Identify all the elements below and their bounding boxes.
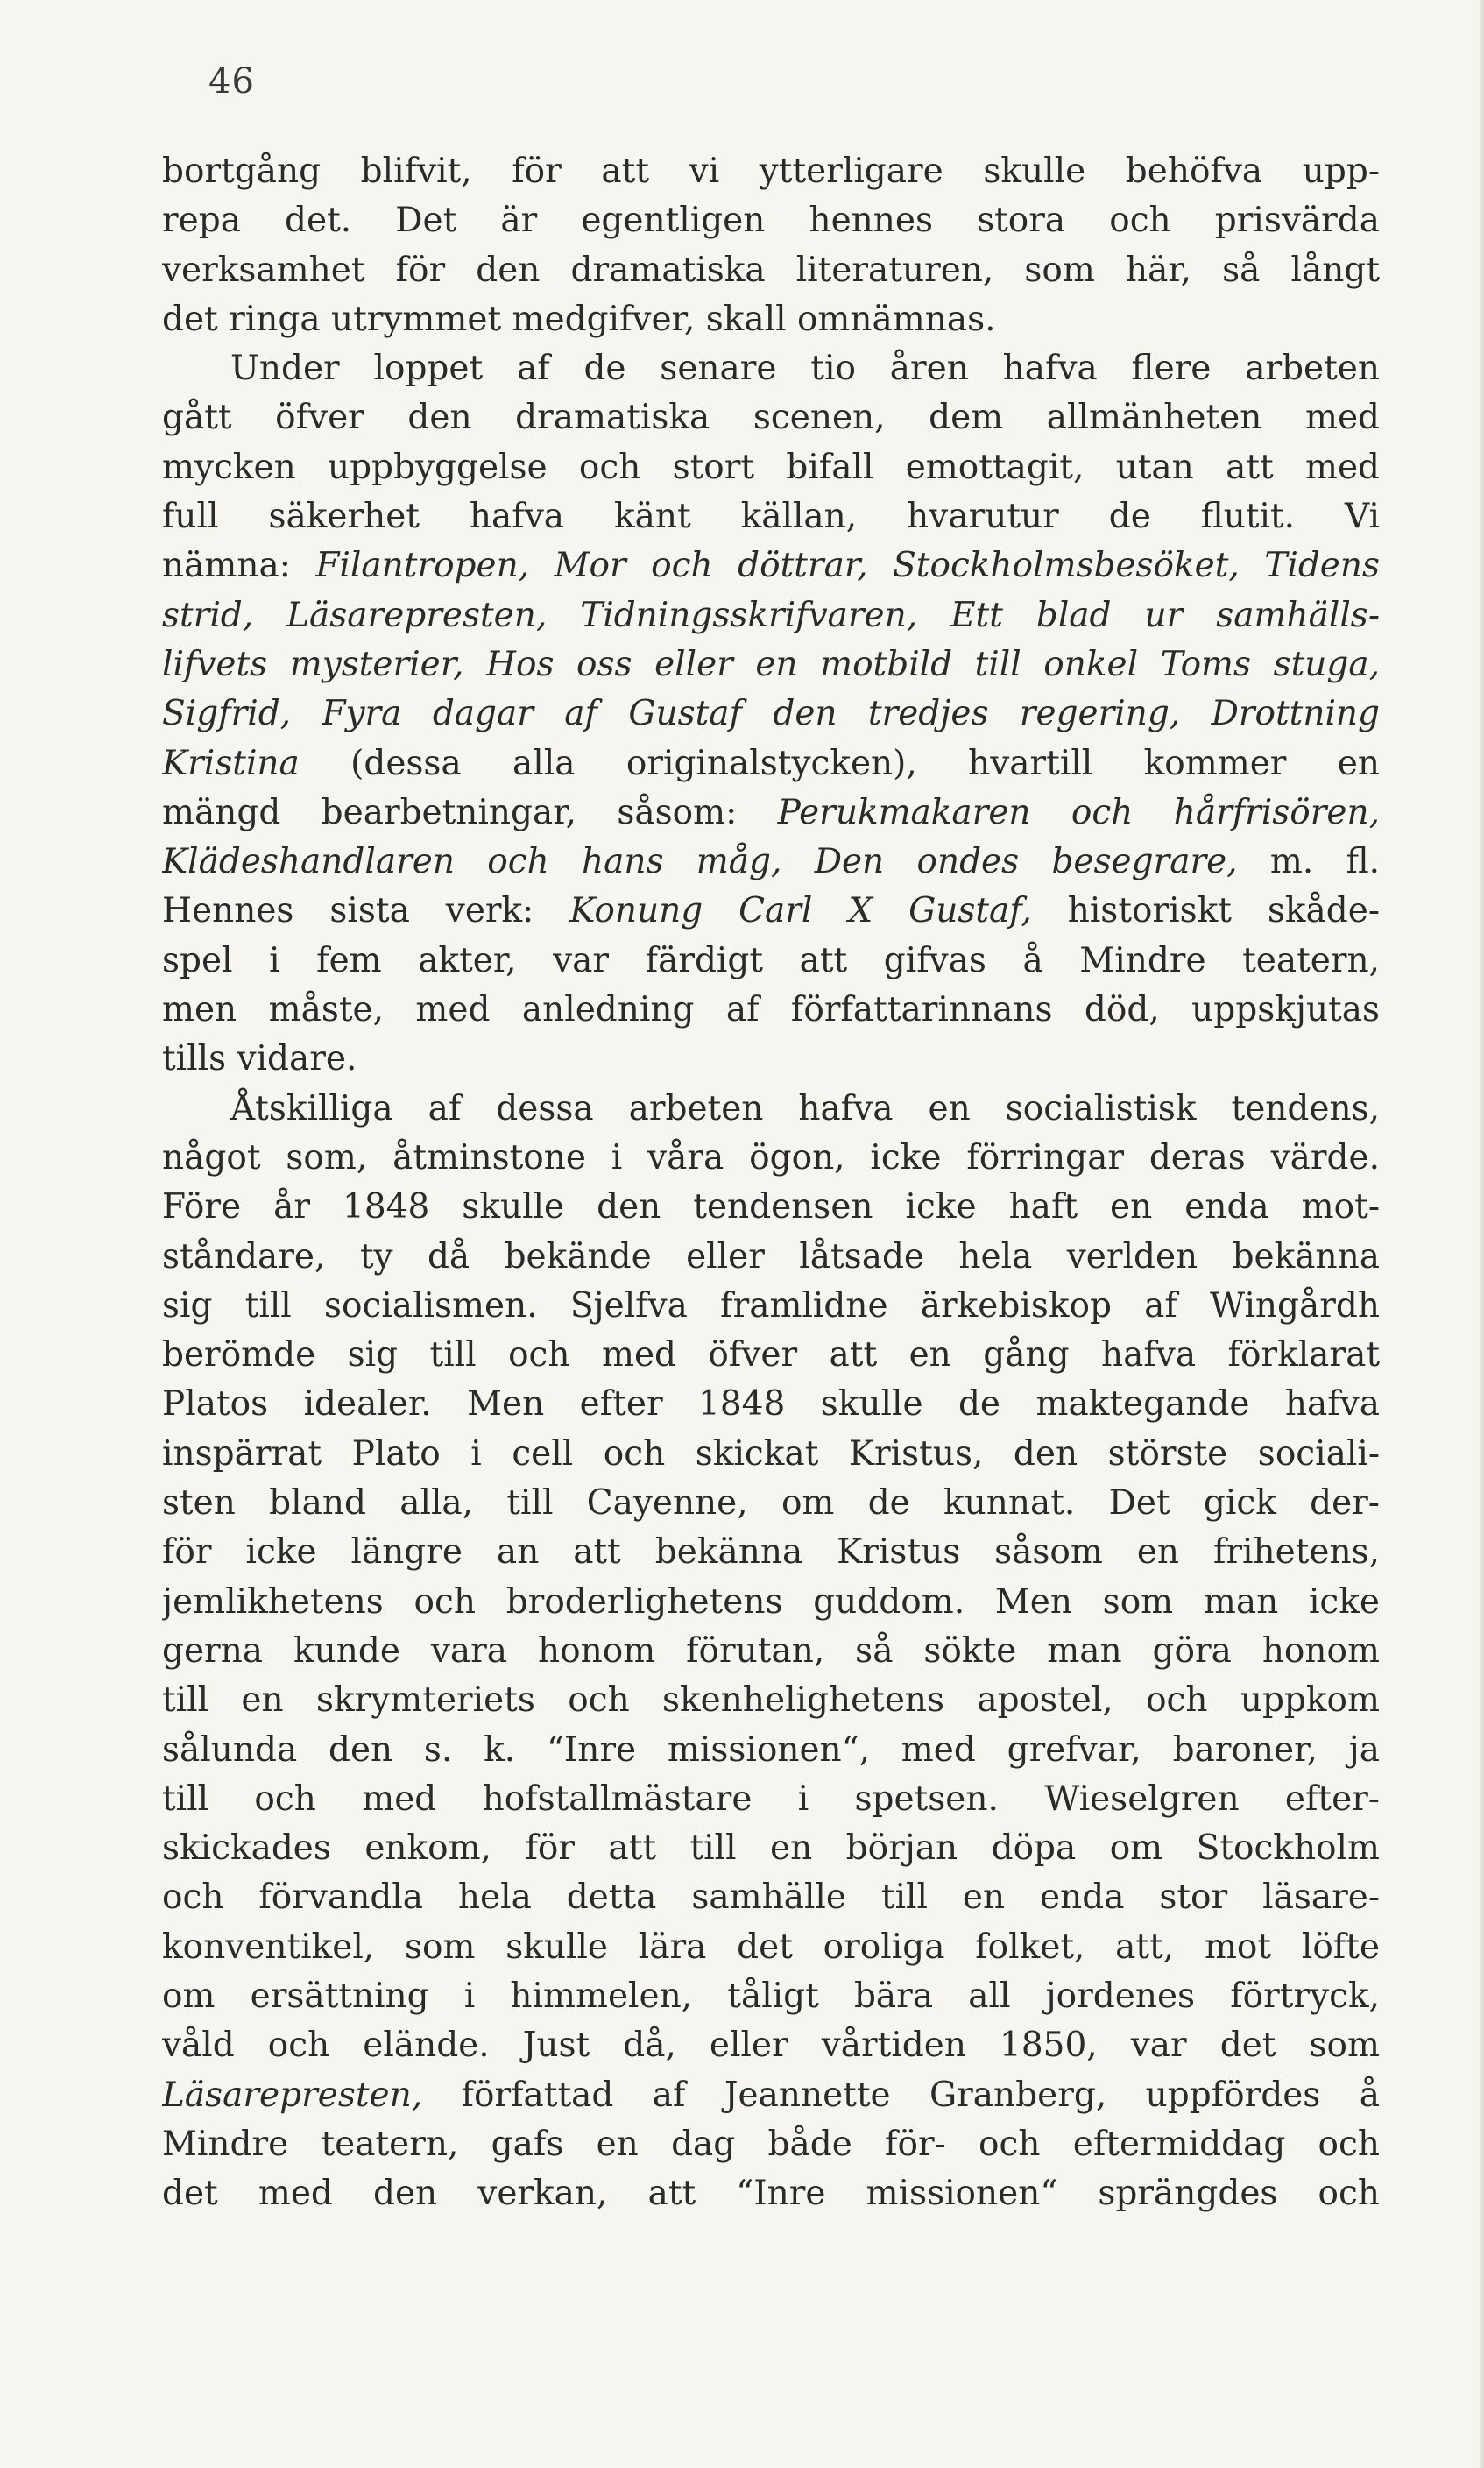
text-segment: mängd bearbetningar, såsom: (162, 792, 778, 832)
text-segment: om ersättning i himmelen, tåligt bära all jordenes förtryck, (162, 1976, 1380, 2016)
text-line (162, 1380, 1380, 1429)
text-segment: våld och elände. Just då, eller vårtiden 1850, var det som (162, 2026, 1380, 2066)
text-line (162, 1183, 1380, 1232)
text-line (162, 295, 1380, 344)
text-segment: till och med hofstallmästare i spetsen. Wieselgren efter- (162, 1779, 1380, 1819)
text-segment: verksamhet för den dramatiska literaturen, som här, så långt (162, 250, 1380, 290)
italic-title-text: Kristina (162, 743, 300, 783)
text-line (162, 1331, 1380, 1380)
text-line (162, 2021, 1380, 2070)
text-line (162, 1085, 1380, 1134)
text-segment: skickades enkom, för att till en början döpa om Stockholm (162, 1828, 1380, 1869)
text-segment: sig till socialismen. Sjelfva framlidne ärkebiskop af Wingårdh (162, 1285, 1380, 1326)
italic-title-text: Konung Carl X Gustaf, (569, 891, 1032, 931)
text-segment: bortgång blifvit, för att vi ytterligare skulle behöfva upp- (162, 152, 1380, 191)
text-line (162, 739, 1380, 788)
text-line (162, 689, 1380, 739)
text-segment: gått öfver den dramatiska scenen, dem allmänheten med (162, 398, 1380, 438)
text-segment: det ringa utrymmet medgifver, skall omnämnas. (162, 299, 996, 339)
text-line (162, 887, 1380, 936)
text-segment: nämna: (162, 546, 316, 586)
text-line (162, 788, 1380, 838)
text-line (162, 1578, 1380, 1627)
text-line (162, 2169, 1380, 2218)
text-segment: och förvandla hela detta samhälle till en enda stor läsare- (162, 1878, 1380, 1918)
italic-title-text: Läsarepresten, (162, 2075, 423, 2115)
text-line (162, 1233, 1380, 1282)
text-segment: det med den verkan, att “Inre missionen“ sprängdes och (162, 2174, 1380, 2214)
text-segment: Åtskilliga af dessa arbeten hafva en socialistisk tendens, (162, 1088, 1380, 1128)
text-segment: Hennes sista verk: (162, 891, 570, 931)
text-segment: tills vidare. (162, 1039, 357, 1079)
text-segment: jemlikhetens och broderlighetens guddom. Men som man icke (162, 1581, 1380, 1622)
text-line (162, 196, 1380, 245)
text-segment: inspärrat Plato i cell och skickat Kristus, den störste sociali- (162, 1433, 1380, 1474)
text-line (162, 1035, 1380, 1084)
text-line (162, 1824, 1380, 1873)
text-line (162, 591, 1380, 640)
text-line (162, 246, 1380, 295)
text-segment: författad af Jeannette Granberg, uppfördes å (422, 2075, 1380, 2115)
text-segment: Mindre teatern, gafs en dag både för- och eftermiddag och (162, 2124, 1380, 2164)
text-segment: något som, åtminstone i våra ögon, icke förringar deras värde. (162, 1137, 1380, 1177)
body-text (162, 147, 1380, 2218)
text-line (162, 1923, 1380, 1972)
text-segment: repa det. Det är egentligen hennes stora och prisvärda (162, 201, 1380, 241)
text-segment: ståndare, ty då bekände eller låtsade hela verlden bekänna (162, 1236, 1380, 1276)
text-segment: (dessa alla originalstycken), hvartill kommer en (299, 743, 1380, 783)
text-segment: full säkerhet hafva känt källan, hvarutur de flutit. Vi (162, 497, 1380, 537)
text-segment: Platos idealer. Men efter 1848 skulle de maktegande hafva (162, 1384, 1380, 1425)
text-line (162, 541, 1380, 590)
text-segment: men måste, med anledning af författarinnans död, uppskjutas (162, 990, 1380, 1030)
text-line (162, 2120, 1380, 2169)
text-segment: Före år 1848 skulle den tendensen icke haft en enda mot- (162, 1187, 1380, 1227)
page-edge-shadow (1479, 0, 1484, 2468)
text-segment: sten bland alla, till Cayenne, om de kunnat. Det gick der- (162, 1483, 1380, 1524)
text-line (162, 1873, 1380, 1922)
italic-title-text: lifvets mysterier, Hos oss eller en motbild till onkel Toms stuga, (162, 644, 1380, 684)
text-segment: konventikel, som skulle lära det oroliga folket, att, mot löfte (162, 1927, 1380, 1967)
italic-title-text: Perukmakaren och hårfrisören, (777, 792, 1380, 832)
text-segment: Under loppet af de senare tio åren hafva flere arbeten (162, 349, 1380, 389)
italic-title-text: Klädeshandlaren och hans måg, Den ondes besegrare, (162, 842, 1238, 882)
text-line (162, 492, 1380, 541)
text-line (162, 1479, 1380, 1528)
text-line (162, 1528, 1380, 1577)
text-segment: för icke längre an att bekänna Kristus såsom en frihetens, (162, 1532, 1380, 1573)
text-line (162, 147, 1380, 196)
text-segment: till en skrymteriets och skenhelighetens apostel, och uppkom (162, 1680, 1380, 1721)
text-segment: historiskt skåde- (1031, 891, 1380, 931)
text-segment: berömde sig till och med öfver att en gång hafva förklarat (162, 1335, 1380, 1375)
text-line (162, 1676, 1380, 1725)
page-number: 46 (208, 61, 255, 102)
text-line (162, 838, 1380, 887)
text-line (162, 640, 1380, 689)
italic-title-text: Filantropen, Mor och döttrar, Stockholmsbesöket, Tidens (315, 546, 1380, 586)
italic-title-text: Sigfrid, Fyra dagar af Gustaf den tredjes regering, Drottning (162, 694, 1380, 734)
text-line (162, 393, 1380, 442)
text-line (162, 1775, 1380, 1824)
text-segment: gerna kunde vara honom förutan, så sökte man göra honom (162, 1630, 1380, 1671)
text-line (162, 1972, 1380, 2021)
text-line (162, 344, 1380, 393)
text-line (162, 1134, 1380, 1183)
italic-title-text: strid, Läsarepresten, Tidningsskrifvaren, Ett blad ur samhälls- (162, 595, 1380, 635)
text-segment: mycken uppbyggelse och stort bifall emottagit, utan att med (162, 447, 1380, 487)
text-line (162, 986, 1380, 1035)
text-line (162, 1282, 1380, 1331)
text-line (162, 937, 1380, 986)
text-line (162, 2071, 1380, 2120)
text-line (162, 443, 1380, 492)
text-segment: spel i fem akter, var färdigt att gifvas å Mindre teatern, (162, 940, 1380, 980)
text-line (162, 1627, 1380, 1676)
text-line (162, 1726, 1380, 1775)
text-line (162, 1430, 1380, 1479)
text-segment: sålunda den s. k. “Inre missionen“, med grefvar, baroner, ja (162, 1729, 1380, 1770)
text-segment: m. fl. (1237, 842, 1380, 882)
